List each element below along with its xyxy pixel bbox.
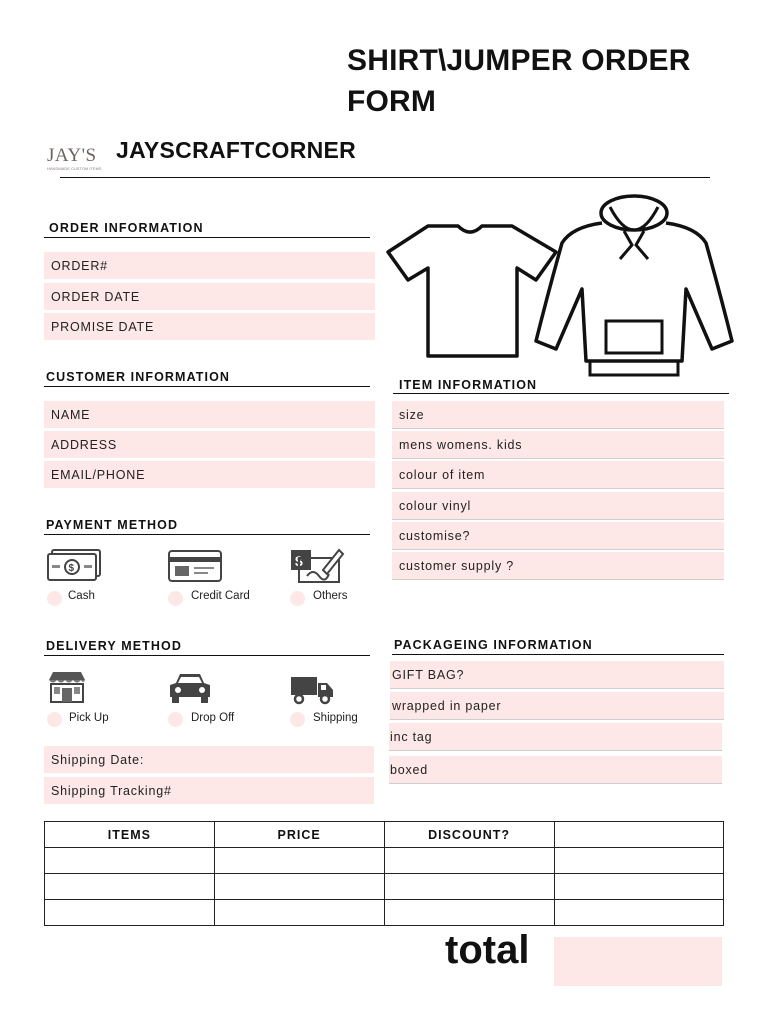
truck-icon	[290, 675, 334, 705]
credit-card-radio[interactable]	[168, 591, 183, 606]
cash-icon	[46, 548, 102, 582]
cash-radio[interactable]	[47, 591, 62, 606]
svg-text:$: $	[68, 563, 75, 574]
form-title: SHIRT\JUMPER ORDER FORM	[347, 44, 691, 118]
credit-card-icon	[167, 549, 223, 583]
discount-column-header: DISCOUNT?	[384, 822, 554, 848]
table-row	[45, 848, 724, 874]
table-cell[interactable]	[554, 874, 723, 900]
table-cell[interactable]	[214, 900, 384, 926]
brand-name: JAYSCRAFTCORNER	[116, 137, 357, 163]
table-cell[interactable]	[45, 900, 215, 926]
items-table	[44, 821, 724, 926]
hoodie-icon	[532, 193, 737, 384]
address-field[interactable]: ADDRESS	[44, 431, 375, 458]
order-number-field[interactable]: ORDER#	[44, 252, 375, 279]
delivery-divider	[44, 655, 370, 656]
table-cell[interactable]	[45, 874, 215, 900]
table-cell[interactable]	[45, 848, 215, 874]
car-icon	[168, 671, 212, 705]
table-header-row	[45, 822, 724, 848]
shipping-radio[interactable]	[290, 712, 305, 727]
promise-date-field[interactable]: PROMISE DATE	[44, 313, 375, 340]
item-info-divider	[393, 393, 729, 394]
customise-field[interactable]: customise?	[392, 522, 724, 550]
shipping-tracking-field[interactable]: Shipping Tracking#	[44, 777, 374, 804]
table-cell[interactable]	[554, 848, 723, 874]
header-divider	[60, 177, 710, 178]
pickup-radio[interactable]	[47, 712, 62, 727]
customer-info-heading: CUSTOMER INFORMATION	[46, 370, 231, 384]
brand-logo	[46, 143, 110, 173]
table-cell[interactable]	[384, 900, 554, 926]
table-cell[interactable]	[384, 874, 554, 900]
item-info-heading: ITEM INFORMATION	[399, 378, 538, 392]
packaging-heading: PACKAGEING INFORMATION	[394, 638, 593, 652]
wrapped-field[interactable]: wrapped in paper	[390, 692, 724, 720]
payment-divider	[44, 534, 370, 535]
customer-info-divider	[44, 386, 370, 387]
gift-bag-field[interactable]: GIFT BAG?	[390, 661, 724, 689]
credit-card-label: Credit Card	[191, 590, 250, 602]
price-column-header: PRICE	[214, 822, 384, 848]
delivery-heading: DELIVERY METHOD	[46, 639, 182, 653]
order-info-heading: ORDER INFORMATION	[49, 221, 204, 235]
dropoff-radio[interactable]	[168, 712, 183, 727]
packaging-divider	[392, 654, 724, 655]
others-radio[interactable]	[290, 591, 305, 606]
dropoff-label: Drop Off	[191, 712, 235, 724]
order-date-field[interactable]: ORDER DATE	[44, 283, 375, 310]
extra-column-header	[554, 822, 723, 848]
customer-supply-field[interactable]: customer supply ?	[392, 552, 724, 580]
cash-label: Cash	[68, 590, 95, 602]
check-icon	[289, 546, 345, 584]
table-row	[45, 900, 724, 926]
shipping-date-field[interactable]: Shipping Date:	[44, 746, 374, 773]
name-field[interactable]: NAME	[44, 401, 375, 428]
table-row	[45, 874, 724, 900]
table-cell[interactable]	[384, 848, 554, 874]
table-cell[interactable]	[214, 848, 384, 874]
pickup-label: Pick Up	[69, 712, 109, 724]
svg-text:JAY'S: JAY'S	[47, 145, 97, 166]
table-cell[interactable]	[214, 874, 384, 900]
item-colour-field[interactable]: colour of item	[392, 461, 724, 489]
email-phone-field[interactable]: EMAIL/PHONE	[44, 461, 375, 488]
items-column-header: ITEMS	[45, 822, 215, 848]
size-field[interactable]: size	[392, 401, 724, 429]
others-label: Others	[313, 590, 348, 602]
total-label: total	[445, 928, 530, 972]
total-field[interactable]	[554, 937, 722, 986]
store-icon	[47, 670, 87, 704]
svg-text:HANDMADE CUSTOM ITEMS: HANDMADE CUSTOM ITEMS	[47, 166, 102, 171]
table-cell[interactable]	[554, 900, 723, 926]
gender-field[interactable]: mens womens. kids	[392, 431, 724, 459]
svg-text:$: $	[295, 553, 303, 569]
tag-field[interactable]: inc tag	[389, 723, 722, 751]
order-info-divider	[44, 237, 370, 238]
payment-heading: PAYMENT METHOD	[46, 518, 179, 532]
vinyl-colour-field[interactable]: colour vinyl	[392, 492, 724, 520]
shipping-label: Shipping	[313, 712, 358, 724]
boxed-field[interactable]: boxed	[389, 756, 722, 784]
